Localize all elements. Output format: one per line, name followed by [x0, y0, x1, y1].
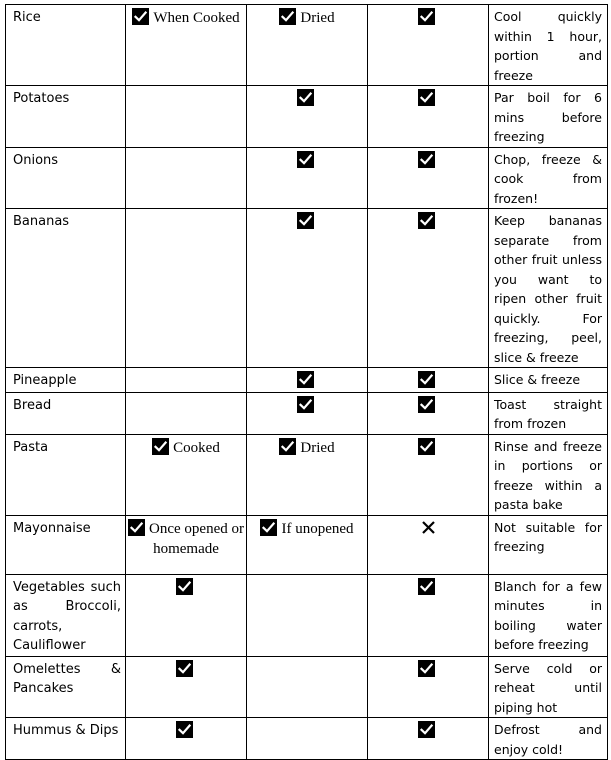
suitable-cell [368, 86, 489, 148]
food-name: Bread [13, 397, 52, 413]
checkbox-checked-icon [418, 151, 435, 168]
freeze-dried-cell [247, 5, 368, 86]
suitable-cell [368, 368, 489, 393]
tip-text: Par boil for 6 mins before freezing [494, 90, 602, 144]
tip-cell [489, 392, 608, 434]
food-name: Bananas [13, 214, 70, 229]
suitable-cell [368, 147, 489, 209]
food-name-cell [6, 147, 126, 209]
checkbox-checked-icon [418, 8, 435, 25]
freeze-dried-cell [247, 392, 368, 434]
tip-cell [489, 5, 608, 86]
checkbox-checked-icon [152, 438, 169, 455]
suitable-cell [368, 209, 489, 368]
food-name-cell [6, 434, 126, 515]
checkbox-checked-icon [297, 371, 314, 388]
checkbox-checked-icon [418, 396, 435, 413]
freeze-dried-cell [247, 209, 368, 368]
food-name: Hummus & Dips [13, 723, 119, 738]
tip-cell [489, 434, 608, 515]
freeze-dried-cell [247, 368, 368, 393]
checkbox-checked-icon [260, 519, 277, 536]
suitable-cell [368, 718, 489, 760]
tip-text: Serve cold or reheat until piping hot [494, 660, 602, 715]
checkbox-checked-icon [418, 371, 435, 388]
freeze-cooked-cell [126, 86, 247, 148]
food-name: Onions [13, 152, 59, 168]
food-name-cell [6, 656, 126, 718]
table-row [6, 718, 608, 760]
food-name: Rice [13, 10, 41, 25]
checkbox-checked-icon [176, 721, 193, 738]
food-name: Pasta [13, 439, 49, 455]
table-row [6, 147, 608, 209]
freeze-cooked-cell [126, 574, 247, 656]
checkbox-checked-icon [418, 438, 435, 455]
checkbox-checked-icon [418, 721, 435, 738]
tip-text: Cool quickly within 1 hour, portion and freeze [494, 9, 602, 83]
freeze-cooked-cell [126, 392, 247, 434]
table-row [6, 515, 608, 574]
mark-caption: Dried [300, 439, 335, 456]
food-name: Pineapple [13, 373, 77, 388]
suitable-cell [368, 434, 489, 515]
freeze-cooked-cell [126, 718, 247, 760]
tip-cell [489, 147, 608, 209]
suitable-cell [368, 656, 489, 718]
tip-cell [489, 209, 608, 368]
table-row [6, 209, 608, 368]
table-row [6, 656, 608, 718]
tip-text: Rinse and freeze in portions or freeze within a pasta bake [494, 438, 602, 512]
table-row [6, 434, 608, 515]
table-body [6, 5, 608, 760]
mark-caption: If unopened [281, 520, 354, 537]
food-name: Omelettes & Pancakes [13, 661, 121, 696]
table-row [6, 392, 608, 434]
food-name: Mayonnaise [13, 520, 91, 536]
checkbox-checked-icon [297, 89, 314, 106]
table-row [6, 368, 608, 393]
food-name: Vegetables such as Broccoli, carrots, Cauliflower [13, 579, 121, 653]
checkbox-checked-icon [297, 151, 314, 168]
freeze-dried-cell [247, 147, 368, 209]
food-storage-table [5, 4, 608, 760]
suitable-cell [368, 5, 489, 86]
tip-text: Keep bananas separate from other fruit unless you want to ripen other fruit quickly. For freezing, peel, slice & freeze [494, 213, 602, 365]
food-name-cell [6, 515, 126, 574]
food-name-cell [6, 5, 126, 86]
checkbox-checked-icon [279, 438, 296, 455]
suitable-cell [368, 515, 489, 574]
freeze-dried-cell [247, 718, 368, 760]
food-name-cell [6, 574, 126, 656]
checkbox-checked-icon [418, 578, 435, 595]
cross-icon [420, 519, 437, 536]
checkbox-checked-icon [418, 89, 435, 106]
freeze-dried-cell [247, 656, 368, 718]
tip-text: Not suitable for freezing [494, 519, 602, 554]
tip-text: Defrost and enjoy cold! [494, 722, 602, 757]
mark-caption: Once opened or homemade [149, 520, 244, 557]
freeze-dried-cell [247, 434, 368, 515]
checkbox-checked-icon [176, 660, 193, 677]
mark-caption: Dried [300, 10, 335, 26]
mark-caption: When Cooked [153, 10, 240, 26]
food-name: Potatoes [13, 91, 70, 106]
food-name-cell [6, 86, 126, 148]
food-name-cell [6, 368, 126, 393]
checkbox-checked-icon [279, 8, 296, 25]
tip-cell [489, 718, 608, 760]
checkbox-checked-icon [132, 8, 149, 25]
freeze-cooked-cell [126, 434, 247, 515]
suitable-cell [368, 392, 489, 434]
freeze-cooked-cell [126, 5, 247, 86]
suitable-cell [368, 574, 489, 656]
freeze-cooked-cell [126, 656, 247, 718]
checkbox-checked-icon [418, 660, 435, 677]
freeze-cooked-cell [126, 209, 247, 368]
tip-cell [489, 368, 608, 393]
table-row [6, 86, 608, 148]
checkbox-checked-icon [128, 519, 145, 536]
freeze-cooked-cell [126, 147, 247, 209]
tip-text: Chop, freeze & cook from frozen! [494, 151, 602, 206]
tip-cell [489, 86, 608, 148]
checkbox-checked-icon [297, 396, 314, 413]
checkbox-checked-icon [176, 578, 193, 595]
freeze-cooked-cell [126, 368, 247, 393]
tip-cell [489, 656, 608, 718]
freeze-dried-cell [247, 574, 368, 656]
food-name-cell [6, 392, 126, 434]
tip-cell [489, 574, 608, 656]
tip-text: Slice & freeze [494, 372, 581, 387]
food-name-cell [6, 718, 126, 760]
food-name-cell [6, 209, 126, 368]
mark-caption: Cooked [173, 439, 220, 456]
freeze-dried-cell [247, 515, 368, 574]
tip-cell [489, 515, 608, 574]
freeze-dried-cell [247, 86, 368, 148]
tip-text: Toast straight from frozen [494, 396, 602, 431]
freeze-cooked-cell [126, 515, 247, 574]
table-row [6, 5, 608, 86]
checkbox-checked-icon [418, 212, 435, 229]
table-row [6, 574, 608, 656]
tip-text: Blanch for a few minutes in boiling water before freezing [494, 578, 602, 652]
checkbox-checked-icon [297, 212, 314, 229]
